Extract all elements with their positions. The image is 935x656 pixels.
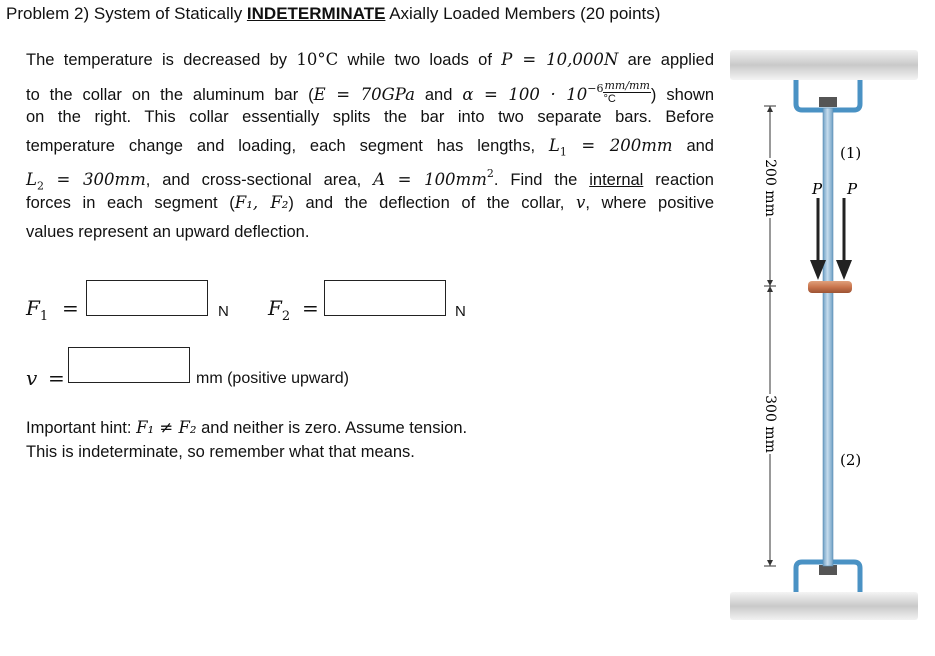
v-label: v — [26, 366, 38, 390]
v-answer-box[interactable] — [68, 347, 190, 383]
statement-line-2: to the collar on the aluminum bar (E = 70GPa and $\alpha = 100 \cdot 10^{-6}$ $\frac{mm/mm}{^\circ C}$ ) shown — [26, 78, 715, 105]
f2-unit: N — [455, 303, 466, 320]
top-nut — [819, 97, 837, 107]
title-emphasis: INDETERMINATE — [246, 4, 386, 23]
f2-answer-box[interactable] — [324, 280, 446, 316]
f1-input[interactable] — [87, 281, 207, 315]
dim-label-bottom: 300 mm — [762, 395, 778, 453]
f1-label: $F_1$ — [26, 296, 49, 324]
bottom-support — [730, 592, 918, 620]
v-unit: mm (positive upward) — [196, 370, 349, 387]
internal-underline: internal — [589, 171, 644, 190]
statement-line-6: forces in each segment (F₁, F₂) and the deflection of the collar, v, where positive — [26, 192, 714, 212]
f1-equals: = — [62, 296, 79, 320]
top-support — [730, 50, 918, 80]
v-input[interactable] — [69, 348, 189, 382]
bottom-nut — [819, 565, 837, 575]
f2-equals: = — [302, 296, 319, 320]
statement-line-3: on the right. This collar essentially splits the bar into two separate bars. Before — [26, 108, 714, 127]
alpha-units-fraction: $\frac{mm/mm}{^\circ C}$ — [603, 78, 650, 105]
collar — [808, 281, 852, 293]
hint-block — [26, 416, 467, 464]
segment-2-label: (2) — [840, 451, 862, 469]
aluminum-bar — [823, 108, 833, 566]
problem-title: Problem 2) System of Statically INDETERMINATE Axially Loaded Members (20 points) — [6, 4, 661, 23]
problem-statement — [26, 46, 714, 246]
load-label-left: P — [812, 180, 823, 198]
load-label-right: P — [847, 180, 858, 198]
statement-line-5: $L_2 = 300mm$, and cross-sectional area, $A = 100mm^2$. Find the internal reaction — [26, 167, 714, 193]
bar-diagram — [730, 48, 930, 623]
statement-line-1: The temperature is decreased by 10°C while two loads of P = 10,000N are applied — [26, 50, 714, 69]
f1-unit: N — [218, 303, 229, 320]
hint-line-1: Important hint: F₁ ≠ F₂ and neither is zero. Assume tension. — [26, 418, 468, 437]
dim-label-top: 200 mm — [762, 159, 778, 217]
load-arrowhead-right — [836, 260, 852, 280]
f1-answer-box[interactable] — [86, 280, 208, 316]
statement-line-4: temperature change and loading, each segment has lengths, $L_1 = 200mm$ and — [26, 135, 714, 159]
hint-line-2: This is indeterminate, so remember what that means. — [26, 443, 415, 461]
segment-1-label: (1) — [840, 144, 862, 162]
f2-label: $F_2$ — [268, 296, 291, 324]
f2-input[interactable] — [325, 281, 445, 315]
v-equals: = — [48, 366, 65, 390]
statement-line-7: values represent an upward deflection. — [26, 222, 310, 241]
